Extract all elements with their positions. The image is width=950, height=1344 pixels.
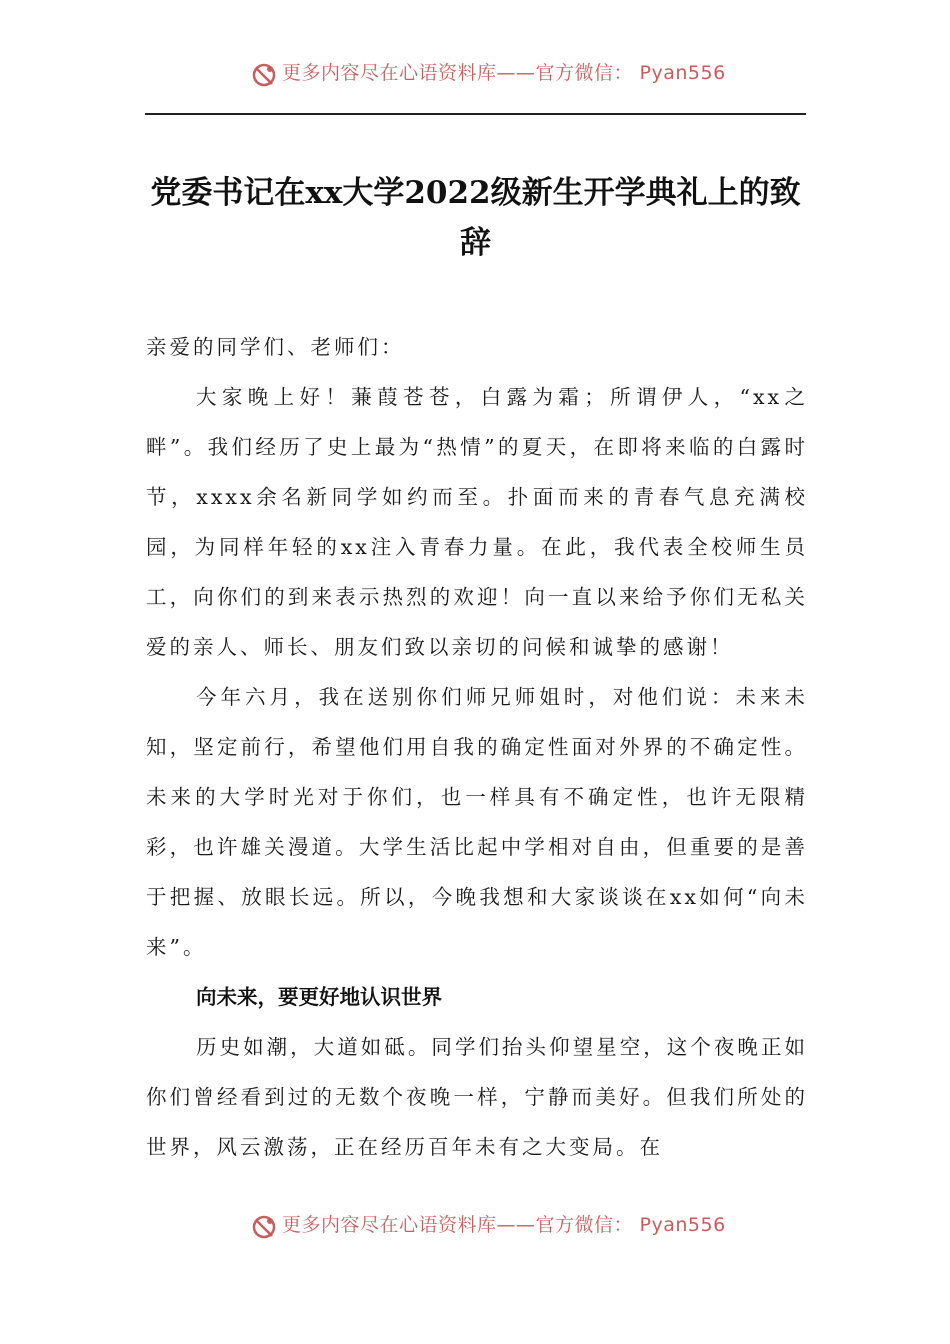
footer-watermark-banner: [250, 1206, 750, 1242]
brand-logo-icon: [250, 1212, 278, 1240]
document-body: [146, 322, 808, 1172]
header-banner-text: 更多内容尽在心语资料库——官方微信： Pyan556: [282, 62, 726, 84]
header-watermark-banner: [250, 54, 750, 90]
paragraph-june: 今年六月，我在送别你们师兄师姐时，对他们说：未来未知，坚定前行，希望他们用自我的确定性面对外界的不确定性。未来的大学时光对于你们，也一样具有不确定性，也许无限精彩，也许雄关漫道。大学生活比起中学相对自由，但重要的是善于把握、放眼长远。所以，今晚我想和大家谈谈在xx如何“向未来”。: [146, 685, 808, 959]
document-title: 党委书记在xx大学2022级新生开学典礼上的致辞: [150, 175, 801, 261]
salutation: 亲爱的同学们、老师们：: [146, 335, 405, 359]
section-heading: 向未来，要更好地认识世界: [196, 985, 442, 1009]
paragraph-welcome: 大家晚上好！蒹葭苍苍，白露为霜；所谓伊人，“xx之畔”。我们经历了史上最为“热情”的夏天，在即将来临的白露时节，xxxx余名新同学如约而至。扑面而来的青春气息充满校园，为同样年轻的xx注入青春力量。在此，我代表全校师生员工，向你们的到来表示热烈的欢迎！向一直以来给予你们无私关爱的亲人、师长、朋友们致以亲切的问候和诚挚的感谢！: [146, 385, 808, 659]
header-divider: [145, 113, 806, 115]
brand-logo-icon: [250, 60, 278, 88]
footer-banner-text: 更多内容尽在心语资料库——官方微信： Pyan556: [282, 1214, 726, 1236]
paragraph-history: 历史如潮，大道如砥。同学们抬头仰望星空，这个夜晚正如你们曾经看到过的无数个夜晚一样，宁静而美好。但我们所处的世界，风云激荡，正在经历百年未有之大变局。在: [146, 1035, 808, 1159]
